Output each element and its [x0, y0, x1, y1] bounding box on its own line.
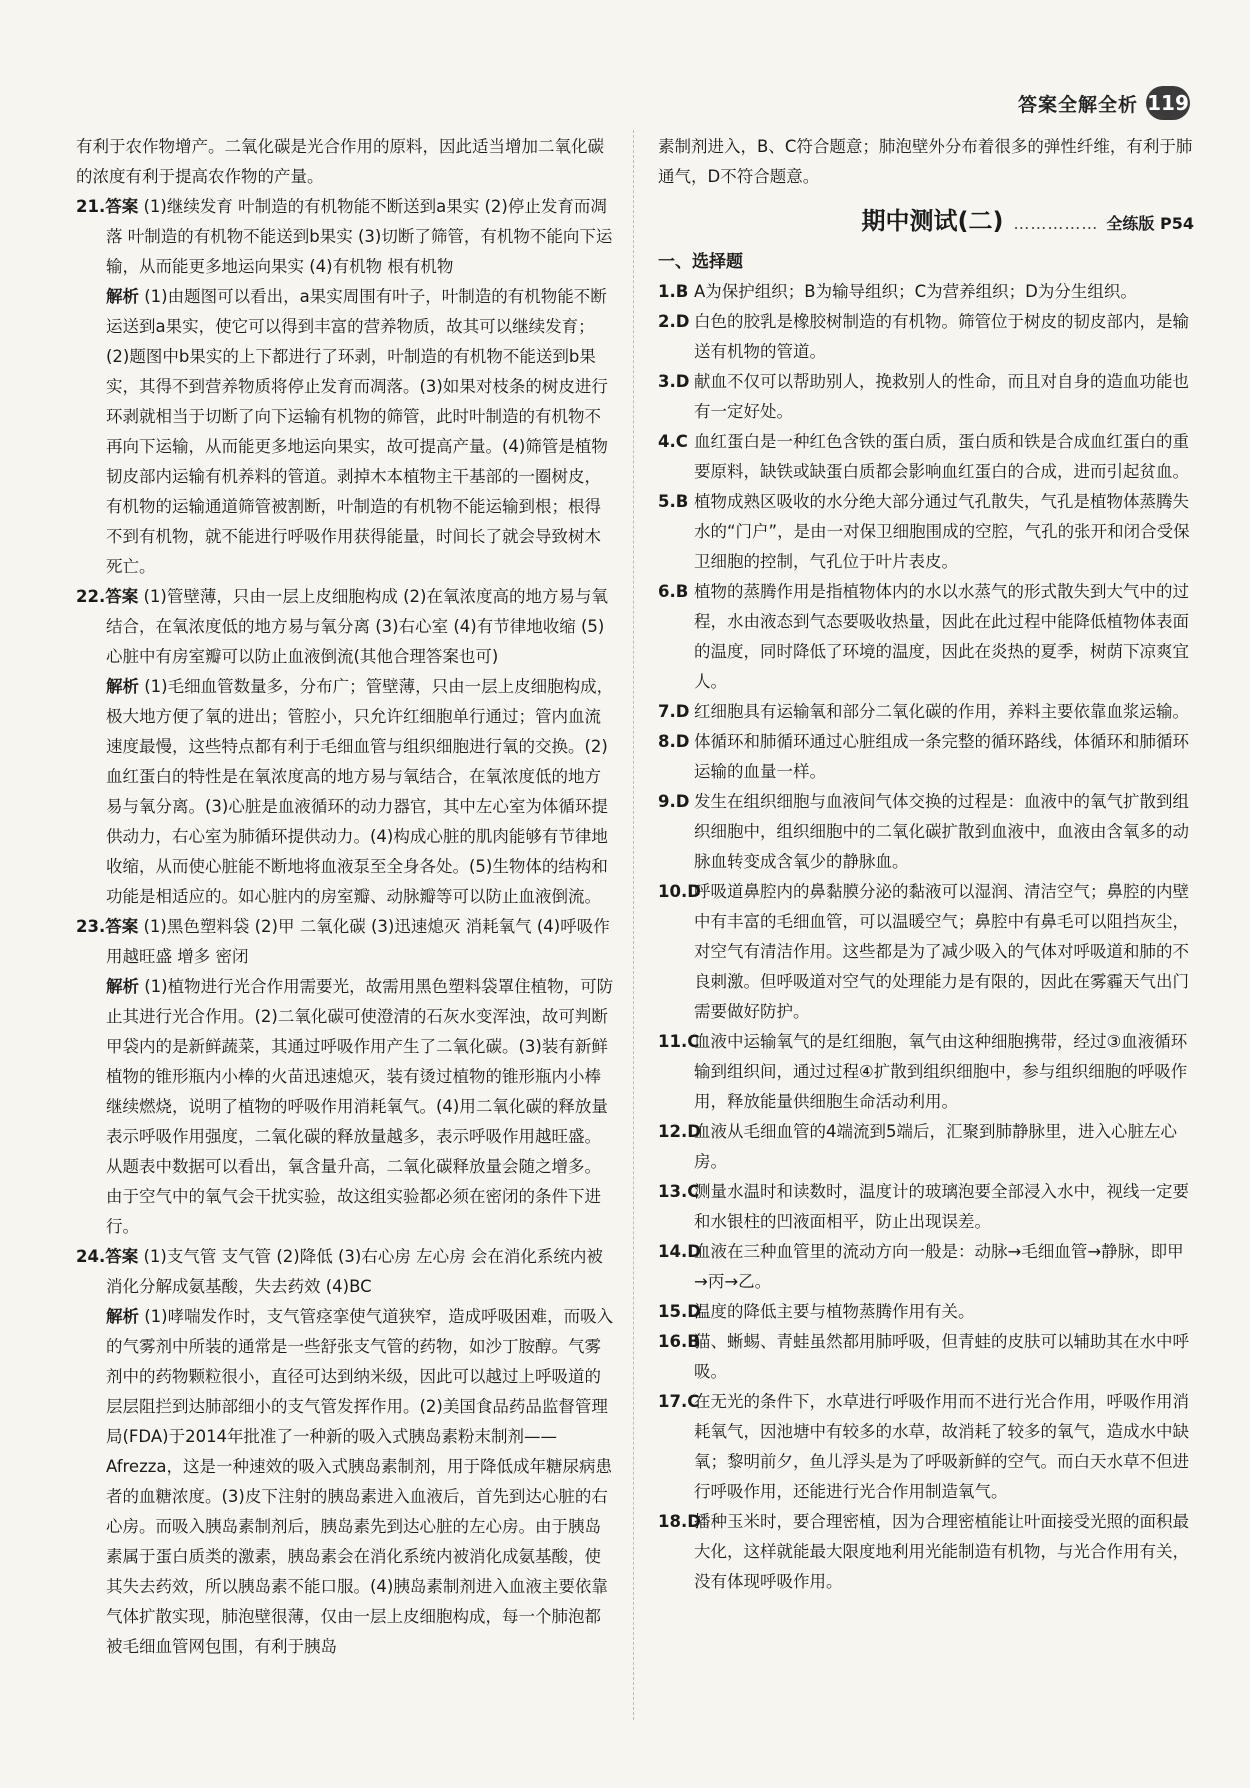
right-column [658, 132, 1194, 1597]
answer-item [658, 577, 1194, 697]
q21-label: 21.答案 [76, 197, 139, 216]
answer-item-text: 红细胞具有运输氧和部分二氧化碳的作用，养料主要依靠血浆运输。 [694, 702, 1189, 721]
answer-item-text: 献血不仅可以帮助别人，挽救别人的性命，而且对自身的造血功能也有一定好处。 [694, 372, 1189, 421]
answer-item-number: 13.C [658, 1182, 700, 1201]
answer-item-text: 植物的蒸腾作用是指植物体内的水以水蒸气的形式散失到大气中的过程，水由液态到气态要吸收热量，因此在此过程中能降低植物体表面的温度，同时降低了环境的温度，因此在炎热的夏季，树荫下凉爽宜人。 [694, 582, 1189, 691]
answer-item-number: 9.D [658, 792, 690, 811]
q22-label: 22.答案 [76, 587, 139, 606]
answer-item-number: 7.D [658, 702, 690, 721]
q24-analysis-text: (1)哮喘发作时，支气管痉挛使气道狭窄，造成呼吸困难，而吸入的气雾剂中所装的通常是一些舒张支气管的药物，如沙丁胺醇。气雾剂中的药物颗粒很小，直径可达到纳米级，因此可以越过上呼吸道的层层阻拦到达肺部细小的支气管发挥作用。(2)美国食品药品监督管理局(FDA)于2014年批准了一种新的吸入式胰岛素粉末制剂——Afrezza，这是一种速效的吸入式胰岛素制剂，用于降低成年糖尿病患者的血糖浓度。(3)皮下注射的胰岛素进入血液后，首先到达心脏的右心房。而吸入胰岛素制剂后，胰岛素先到达心脏的左心房。由于胰岛素属于蛋白质类的激素，胰岛素会在消化系统内被消化成氨基酸，使其失去药效，所以胰岛素不能口服。(4)胰岛素制剂进入血液主要依靠气体扩散实现，肺泡壁很薄，仅由一层上皮细胞构成，每一个肺泡都被毛细血管网包围，有利于胰岛 [106, 1307, 614, 1656]
answer-item-number: 3.D [658, 372, 690, 391]
q23-label: 23.答案 [76, 917, 139, 936]
column-divider [633, 130, 634, 1720]
answer-item-number: 12.D [658, 1122, 701, 1141]
answer-item-text: 体循环和肺循环通过心脏组成一条完整的循环路线，体循环和肺循环运输的血量一样。 [694, 732, 1189, 781]
q23-analysis-label: 解析 [106, 977, 139, 996]
answer-item [658, 1027, 1194, 1117]
answer-item [658, 427, 1194, 487]
answer-item [658, 487, 1194, 577]
q22-answer-text: (1)管壁薄，只由一层上皮细胞构成 (2)在氧浓度高的地方易与氧结合，在氧浓度低的地方易与氧分离 (3)右心室 (4)有节律地收缩 (5)心脏中有房室瓣可以防止血液倒流(其他合理答案也可) [106, 587, 608, 666]
intro-text: 有利于农作物增产。二氧化碳是光合作用的原料，因此适当增加二氧化碳的浓度有利于提高农作物的产量。 [76, 137, 604, 186]
answer-item-text: 播种玉米时，要合理密植，因为合理密植能让叶面接受光照的面积最大化，这样就能最大限度地利用光能制造有机物，与光合作用有关，没有体现呼吸作用。 [694, 1512, 1189, 1591]
answer-item [658, 877, 1194, 1027]
answer-item [658, 277, 1194, 307]
q23-answer [76, 912, 616, 972]
answer-item [658, 1387, 1194, 1507]
section-dots: …………… [1013, 214, 1099, 233]
answer-item-text: 温度的降低主要与植物蒸腾作用有关。 [694, 1302, 975, 1321]
q21-analysis-text: (1)由题图可以看出，a果实周围有叶子，叶制造的有机物能不断运送到a果实，使它可以得到丰富的营养物质，故其可以继续发育；(2)题图中b果实的上下都进行了环剥，叶制造的有机物不能送到b果实，其得不到营养物质将停止发育而凋落。(3)如果对枝条的树皮进行环剥就相当于切断了向下运输有机物的筛管，此时叶制造的有机物不再向下运输，从而能更多地运向果实，故可提高产量。(4)筛管是植物韧皮部内运输有机养料的管道。剥掉木本植物主干基部的一圈树皮，有机物的运输通道筛管被割断，叶制造的有机物不能运输到根；根得不到有机物，就不能进行呼吸作用获得能量，时间长了就会导致树木死亡。 [106, 287, 608, 576]
answer-item [658, 1177, 1194, 1237]
answer-item-number: 17.C [658, 1392, 700, 1411]
answer-item-number: 15.D [658, 1302, 701, 1321]
answer-item [658, 1507, 1194, 1597]
q22-answer [76, 582, 616, 672]
q21-analysis [76, 282, 616, 582]
answer-item-number: 16.B [658, 1332, 700, 1351]
answer-item-text: 在无光的条件下，水草进行呼吸作用而不进行光合作用，呼吸作用消耗氧气，因池塘中有较多的水草，故消耗了较多的氧气，造成水中缺氧；黎明前夕，鱼儿浮头是为了呼吸新鲜的空气。而白天水草不但进行呼吸作用，还能进行光合作用制造氧气。 [694, 1392, 1189, 1501]
left-column [76, 132, 616, 1662]
answer-item [658, 787, 1194, 877]
answer-item [658, 1327, 1194, 1387]
header-title: 答案全解全析 [1017, 93, 1138, 116]
page-number: 119 [1146, 86, 1190, 120]
answer-item-number: 11.C [658, 1032, 700, 1051]
answer-item [658, 1237, 1194, 1297]
answer-item [658, 1297, 1194, 1327]
answer-item-number: 10.D [658, 882, 701, 901]
page-header [1018, 86, 1190, 120]
answer-item-text: A为保护组织；B为输导组织；C为营养组织；D为分生组织。 [694, 282, 1137, 301]
subheading: 一、选择题 [658, 252, 743, 272]
q24-answer-text: (1)支气管 支气管 (2)降低 (3)右心房 左心房 会在消化系统内被消化分解成氨基酸，失去药效 (4)BC [106, 1247, 603, 1296]
answer-item [658, 307, 1194, 367]
answer-item-text: 血液从毛细血管的4端流到5端后，汇聚到肺静脉里，进入心脏左心房。 [694, 1122, 1177, 1171]
section-ref: 全练版 P54 [1106, 214, 1194, 233]
answer-item [658, 727, 1194, 787]
q22-analysis [76, 672, 616, 912]
answer-item-text: 白色的胶乳是橡胶树制造的有机物。筛管位于树皮的韧皮部内，是输送有机物的管道。 [694, 312, 1189, 361]
q23-analysis [76, 972, 616, 1242]
section-heading [658, 206, 1194, 239]
answer-item-text: 血红蛋白是一种红色含铁的蛋白质，蛋白质和铁是合成血红蛋白的重要原料，缺铁或缺蛋白质都会影响血红蛋白的合成，进而引起贫血。 [694, 432, 1189, 481]
q24-answer [76, 1242, 616, 1302]
q21-answer-text: (1)继续发育 叶制造的有机物能不断送到a果实 (2)停止发育而凋落 叶制造的有机物不能送到b果实 (3)切断了筛管，有机物不能向下运输，从而能更多地运向果实 (4)有机物 根有机物 [106, 197, 613, 276]
answer-item-text: 植物成熟区吸收的水分绝大部分通过气孔散失，气孔是植物体蒸腾失水的“门户”，是由一对保卫细胞围成的空腔，气孔的张开和闭合受保卫细胞的控制，气孔位于叶片表皮。 [694, 492, 1190, 571]
q22-analysis-text: (1)毛细血管数量多，分布广；管壁薄，只由一层上皮细胞构成，极大地方便了氧的进出；管腔小，只允许红细胞单行通过；管内血流速度最慢，这些特点都有利于毛细血管与组织细胞进行氧的交换。(2)血红蛋白的特性是在氧浓度高的地方易与氧结合，在氧浓度低的地方易与氧分离。(3)心脏是血液循环的动力器官，其中左心室为体循环提供动力，右心室为肺循环提供动力。(4)构成心脏的肌肉能够有节律地收缩，从而使心脏能不断地将血液泵至全身各处。(5)生物体的结构和功能是相适应的。如心脏内的房室瓣、动脉瓣等可以防止血液倒流。 [106, 677, 614, 906]
answer-list [658, 277, 1194, 1597]
answer-item-number: 8.D [658, 732, 690, 751]
q22-analysis-label: 解析 [106, 677, 139, 696]
answer-item-text: 发生在组织细胞与血液间气体交换的过程是：血液中的氧气扩散到组织细胞中，组织细胞中的二氧化碳扩散到血液中，血液由含氧多的动脉血转变成含氧少的静脉血。 [694, 792, 1189, 871]
answer-item-text: 呼吸道鼻腔内的鼻黏膜分泌的黏液可以湿润、清洁空气；鼻腔的内壁中有丰富的毛细血管，可以温暖空气；鼻腔中有鼻毛可以阻挡灰尘，对空气有清洁作用。这些都是为了减少吸入的气体对呼吸道和肺的不良刺激。但呼吸道对空气的处理能力是有限的，因此在雾霾天气出门需要做好防护。 [694, 882, 1189, 1021]
q24-label: 24.答案 [76, 1247, 139, 1266]
q24-analysis [76, 1302, 616, 1662]
answer-item [658, 697, 1194, 727]
answer-item [658, 367, 1194, 427]
answer-item-number: 18.D [658, 1512, 701, 1531]
answer-item-number: 4.C [658, 432, 688, 451]
q21-analysis-label: 解析 [106, 287, 139, 306]
answer-item-number: 14.D [658, 1242, 701, 1261]
answer-item-number: 1.B [658, 282, 689, 301]
answer-item [658, 1117, 1194, 1177]
q23-answer-text: (1)黑色塑料袋 (2)甲 二氧化碳 (3)迅速熄灭 消耗氧气 (4)呼吸作用越旺盛 增多 密闭 [106, 917, 610, 966]
answer-item-text: 血液在三种血管里的流动方向一般是：动脉→毛细血管→静脉，即甲→丙→乙。 [694, 1242, 1184, 1291]
answer-item-text: 测量水温时和读数时，温度计的玻璃泡要全部浸入水中，视线一定要和水银柱的凹液面相平，防止出现误差。 [694, 1182, 1189, 1231]
q24-analysis-label: 解析 [106, 1307, 139, 1326]
q23-analysis-text: (1)植物进行光合作用需要光，故需用黑色塑料袋罩住植物，可防止其进行光合作用。(2)二氧化碳可使澄清的石灰水变浑浊，故可判断甲袋内的是新鲜蔬菜，其通过呼吸作用产生了二氧化碳。(3)装有新鲜植物的锥形瓶内小棒的火苗迅速熄灭，装有烫过植物的锥形瓶内小棒继续燃烧，说明了植物的呼吸作用消耗氧气。(4)用二氧化碳的释放量表示呼吸作用强度，二氧化碳的释放量越多，表示呼吸作用越旺盛。从题表中数据可以看出，氧含量升高，二氧化碳释放量会随之增多。由于空气中的氧气会干扰实验，故这组实验都必须在密闭的条件下进行。 [106, 977, 614, 1236]
answer-item-number: 5.B [658, 492, 689, 511]
answer-item-text: 猫、蜥蜴、青蛙虽然都用肺呼吸，但青蛙的皮肤可以辅助其在水中呼吸。 [694, 1332, 1189, 1381]
q21-answer [76, 192, 616, 282]
answer-item-number: 6.B [658, 582, 689, 601]
answer-item-text: 血液中运输氧气的是红细胞，氧气由这种细胞携带，经过③血液循环输到组织间，通过过程④扩散到组织细胞中，参与组织细胞的呼吸作用，释放能量供细胞生命活动利用。 [694, 1032, 1188, 1111]
continuation-text: 素制剂进入，B、C符合题意；肺泡壁外分布着很多的弹性纤维，有利于肺通气，D不符合题意。 [658, 137, 1193, 186]
answer-item-number: 2.D [658, 312, 690, 331]
section-title: 期中测试(二) [861, 207, 1004, 235]
